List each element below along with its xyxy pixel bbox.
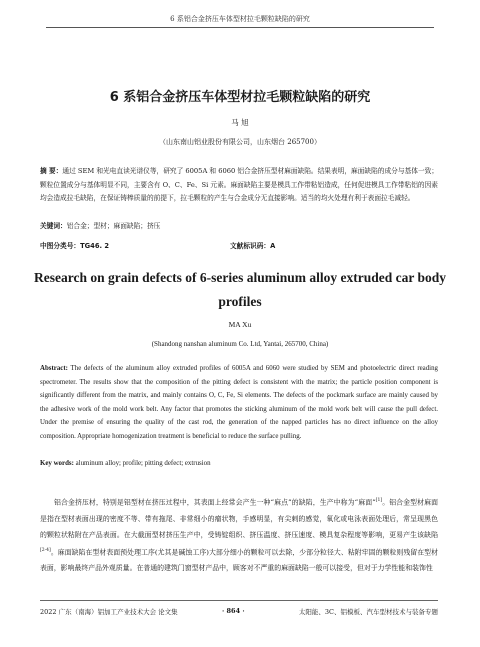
- document-code-label: 文献标识码：: [230, 242, 271, 250]
- citation-2: [2-4]: [40, 547, 51, 553]
- english-keywords: [40, 460, 438, 467]
- english-affiliation: (Shandong nanshan aluminum Co. Ltd, Yantai, 265700, China): [151, 340, 329, 348]
- chinese-keywords-text: 铝合金；型材；麻面缺陷；挤压: [66, 222, 161, 230]
- body-text-part-2: 。铝合金型材麻面是指在型材表面出现的密度不等、带有拖尾、非常细小的瘤状物，手感明显，有尖刺的感觉，氧化或电泳表面处理后，常呈现黑色的颗粒状粘附在产品表面。在大截面型材挤压生产中，受铸锭组织、挤压温度、挤压速度、模具复杂程度等影响，更易产生该缺陷: [40, 498, 438, 539]
- classification-row: [40, 240, 438, 250]
- body-paragraph: [40, 493, 438, 577]
- english-keywords-text: aluminum alloy; profile; pitting defect; extrusion: [73, 460, 211, 467]
- english-keywords-label: Key words:: [40, 460, 74, 467]
- page-number: · 864 ·: [222, 607, 245, 615]
- footer-rule: [40, 600, 438, 601]
- clc-label: 中图分类号：: [40, 242, 81, 250]
- running-head: 6 系铝合金挤压车体型材拉毛颗粒缺陷的研究: [170, 15, 310, 23]
- header-rule: [46, 27, 434, 28]
- document-code-value: A: [270, 242, 276, 250]
- body-text-part-1: 铝合金挤压材，特别是铝型材在挤压过程中，其表面上经常会产生一种“麻点”的缺陷，生产中称为“麻面”: [54, 498, 376, 507]
- body-text-part-3: 。麻面缺陷在型材表面预处理工序(尤其是碱蚀工序)大部分细小的颗粒可以去除，少部分粒径大、粘附牢固的颗粒则残留在型材表面，影响最终产品外观质量。在普通的建筑门窗型材产品中，顾客对不严重的麻面缺陷一般可以接受，但对于力学性能和装饰性: [40, 548, 438, 573]
- chinese-abstract: [40, 165, 438, 206]
- english-title: Research on grain defects of 6-series aluminum alloy extruded car body profiles: [34, 270, 446, 309]
- chinese-title: 6 系铝合金挤压车体型材拉毛颗粒缺陷的研究: [109, 90, 371, 105]
- citation-1: [1]: [375, 498, 383, 503]
- chinese-keywords: [40, 220, 438, 230]
- chinese-abstract-label: 摘 要：: [40, 167, 63, 175]
- english-abstract: [40, 362, 438, 444]
- footer-right: 太阳能、3C、铝模板、汽车型材技术与装备专题: [298, 608, 438, 616]
- chinese-abstract-text: 通过 SEM 和光电直读光谱仪等，研究了 6005A 和 6060 铝合金挤压型材麻面缺陷。结果表明，麻面缺陷的成分与基体一致；颗粒位置成分与基体明显不同，主要含有 O、C、Fe、Si 元素。麻面缺陷主要是模具工作带粘铝造成，任何促进模具工作带粘铝的因素均会造成拉毛缺陷，在保证铸棒质量的前提下，拉毛颗粒的产生与合金成分无直接影响。适当的均火处理有利于表面拉毛减轻。: [40, 167, 439, 203]
- clc-value: TG46. 2: [80, 242, 110, 250]
- chinese-keywords-label: 关键词：: [40, 222, 67, 230]
- english-abstract-text: The defects of the aluminum alloy extruded profiles of 6005A and 6060 were studied by SEM and photoelectric direct reading spectrometer. The results show that the composition of the pitting defect is consistent with the matrix; the particle position component is significantly different from the matrix, and mainly contains O, C, Fe, Si elements. The defects of the pockmark surface are mainly caused by the adhesive work of the mold work belt. Any factor that promotes the sticking aluminum of the mold work belt will cause the pull defect. Under the premise of ensuring the quality of the cast rod, the generation of the napped particles has no direct influence on the alloy composition. Appropriate homogenization treatment is beneficial to reduce the surface pulling.: [40, 365, 438, 440]
- document-code: [230, 240, 275, 250]
- footer-left: 2022 广东（南海）铝加工产业技术大会 论文集: [40, 608, 178, 616]
- chinese-author: 马 旭: [231, 118, 249, 127]
- chinese-affiliation: （山东南山铝业股份有限公司，山东烟台 265700）: [159, 138, 321, 146]
- english-author: MA Xu: [228, 320, 252, 329]
- english-abstract-label: Abstract:: [40, 365, 68, 372]
